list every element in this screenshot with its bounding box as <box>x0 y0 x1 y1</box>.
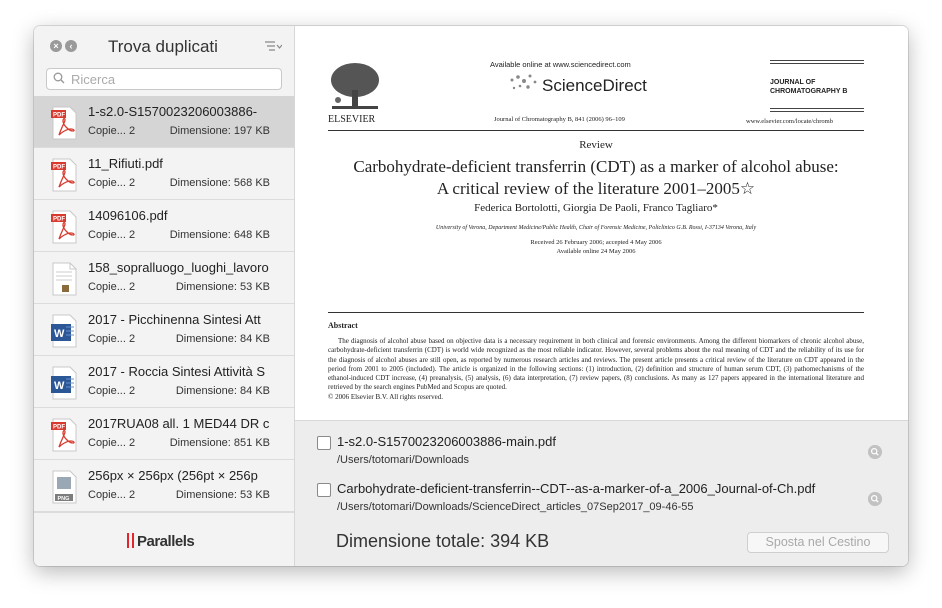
svg-text:PDF: PDF <box>53 424 65 431</box>
journal-rule <box>770 60 864 61</box>
list-item[interactable] <box>34 304 294 356</box>
item-copies: Copie... 2 <box>88 385 136 397</box>
item-size: Dimensione: 84 KB <box>175 385 270 397</box>
sciencedirect-dots-icon <box>506 72 540 94</box>
pdf-icon <box>50 158 78 192</box>
article-title <box>328 156 864 200</box>
file-path: /Users/totomari/Downloads/ScienceDirect_articles_07Sep2017_09-46-55 <box>337 501 694 513</box>
header-rule <box>328 130 864 131</box>
search-input[interactable] <box>69 70 273 88</box>
svg-text:W: W <box>54 380 65 392</box>
article-authors: Federica Bortolotti, Giorgia De Paoli, Franco Tagliaro* <box>474 202 718 214</box>
article-title-line2: A critical review of the literature 2001–2005☆ <box>436 179 756 198</box>
sidebar-footer <box>34 512 294 566</box>
list-item[interactable] <box>34 460 294 512</box>
close-icon[interactable]: × <box>50 40 62 52</box>
item-name: 14096106.pdf <box>88 208 168 223</box>
list-item[interactable] <box>34 356 294 408</box>
search-icon <box>53 72 65 84</box>
journal-rule <box>770 111 864 112</box>
list-item[interactable] <box>34 148 294 200</box>
svg-text:PNG: PNG <box>57 496 70 502</box>
file-name: 1-s2.0-S1570023206003886-main.pdf <box>337 434 557 449</box>
parallels-logo <box>127 533 194 550</box>
journal-name-line2: CHROMATOGRAPHY B <box>770 88 848 95</box>
sciencedirect-brand: ScienceDirect <box>542 76 647 95</box>
move-to-trash-button[interactable]: Sposta nel Cestino <box>747 532 889 553</box>
item-copies: Copie... 2 <box>88 281 136 293</box>
item-size: Dimensione: 648 KB <box>169 229 270 241</box>
item-name: 1-s2.0-S1570023206003886- <box>88 104 258 119</box>
document-icon <box>50 262 78 296</box>
journal-url: www.elsevier.com/locate/chromb <box>746 118 833 125</box>
article-affiliation: University of Verona, Department Medicine/Public Health, Chair of Forensic Medicine, Policlinico G.B. Rossi, I-37134 Verona, Italy <box>435 225 757 231</box>
abstract-text <box>328 337 864 402</box>
item-copies: Copie... 2 <box>88 489 136 501</box>
article-title-line1: Carbohydrate-deficient transferrin (CDT) as a marker of alcohol abuse: <box>353 157 839 176</box>
copyright: © 2006 Elsevier B.V. All rights reserved. <box>328 392 444 401</box>
journal-name <box>770 78 847 96</box>
duplicate-files-panel <box>295 420 908 566</box>
item-name: 256px × 256px (256pt × 256p <box>88 468 258 483</box>
total-size: Dimensione totale: 394 KB <box>336 531 550 551</box>
svg-text:PDF: PDF <box>53 164 65 171</box>
item-copies: Copie... 2 <box>88 229 136 241</box>
item-name: 2017RUA08 all. 1 MED44 DR c <box>88 416 270 431</box>
item-size: Dimensione: 197 KB <box>169 125 270 137</box>
pdf-icon <box>50 210 78 244</box>
item-size: Dimensione: 53 KB <box>175 281 270 293</box>
item-copies: Copie... 2 <box>88 177 136 189</box>
reveal-in-finder-icon[interactable] <box>868 445 882 459</box>
pdf-icon <box>50 418 78 452</box>
journal-name-line1: JOURNAL OF <box>770 79 816 86</box>
abstract-body: The diagnosis of alcohol abuse based on objective data is a necessary requirement in both clinical and forensic environments. Among the different biomarkers of chronic alcohol abuse, carbohydrate-deficient transferrin (CDT) is world wide recognized as the most reliable indicator. However, several problems about the real meaning of CDT and the reliability of its use for the diagnosis of alcohol abuses are still open, as reported by numerous research articles and reviews. The present article presents a critical review of the literature on CDT appeared in the period from 2001 to 2005 (included). The article is organized in the following sections: (1) introduction, (2) definition and structure of human serum CDT, (3) pathomechanisms of the ethanol-induced CDT increase, (4) preanalysis, (5) analysis, (6) data interpretation, (7) review papers, (8) conclusions. As many as 127 papers appeared in the international literature and retrieved by the search engines PubMed and Scopus are quoted. <box>328 337 864 392</box>
logo-text: Parallels <box>137 533 195 550</box>
article-dates <box>328 238 864 256</box>
sort-menu-icon[interactable] <box>264 40 282 52</box>
item-size: Dimensione: 84 KB <box>175 333 270 345</box>
back-icon[interactable]: ‹ <box>65 40 77 52</box>
word-icon <box>50 366 78 400</box>
journal-rule <box>770 63 864 64</box>
svg-text:PDF: PDF <box>53 112 65 119</box>
publisher-name: ELSEVIER <box>328 114 376 125</box>
list-item[interactable] <box>34 96 294 148</box>
item-name: 11_Rifiuti.pdf <box>88 156 163 171</box>
item-name: 2017 - Picchinenna Sintesi Att <box>88 312 261 327</box>
item-size: Dimensione: 851 KB <box>169 437 270 449</box>
item-copies: Copie... 2 <box>88 125 136 137</box>
item-copies: Copie... 2 <box>88 333 136 345</box>
sidebar-header <box>34 26 294 66</box>
list-item[interactable] <box>34 252 294 304</box>
document-preview[interactable] <box>295 26 908 420</box>
duplicates-window <box>34 26 908 566</box>
word-icon <box>50 314 78 348</box>
file-checkbox[interactable] <box>317 483 331 497</box>
search-field[interactable] <box>46 68 282 90</box>
duplicates-list <box>34 96 294 512</box>
item-copies: Copie... 2 <box>88 437 136 449</box>
file-checkbox[interactable] <box>317 436 331 450</box>
pdf-icon <box>50 106 78 140</box>
list-item[interactable] <box>34 200 294 252</box>
window-title: Trova duplicati <box>108 37 218 56</box>
item-name: 2017 - Roccia Sintesi Attività S <box>88 364 266 379</box>
abstract-rule <box>328 312 864 313</box>
list-item[interactable] <box>34 408 294 460</box>
parallels-bars-icon <box>127 533 134 548</box>
journal-reference: Journal of Chromatography B, 841 (2006) 96–109 <box>494 116 625 123</box>
available-online: Available online at www.sciencedirect.com <box>490 60 631 69</box>
item-size: Dimensione: 568 KB <box>169 177 270 189</box>
item-name: 158_sopralluogo_luoghi_lavoro <box>88 260 269 275</box>
reveal-in-finder-icon[interactable] <box>868 492 882 506</box>
file-name: Carbohydrate-deficient-transferrin--CDT--as-a-marker-of-a_2006_Journal-of-Ch.pdf <box>337 481 816 496</box>
abstract-heading: Abstract <box>328 321 358 330</box>
item-size: Dimensione: 53 KB <box>175 489 270 501</box>
sidebar <box>34 26 295 566</box>
journal-rule <box>770 108 864 109</box>
file-path: /Users/totomari/Downloads <box>337 454 470 466</box>
file-row <box>295 427 908 471</box>
online-date: Available online 24 May 2006 <box>556 248 636 255</box>
received-date: Received 26 February 2006; accepted 4 May 2006 <box>530 239 662 246</box>
png-icon <box>50 470 78 504</box>
file-row <box>295 474 908 518</box>
svg-text:W: W <box>54 328 65 340</box>
svg-text:PDF: PDF <box>53 216 65 223</box>
elsevier-tree-logo <box>328 60 382 112</box>
article-section: Review <box>579 139 613 151</box>
